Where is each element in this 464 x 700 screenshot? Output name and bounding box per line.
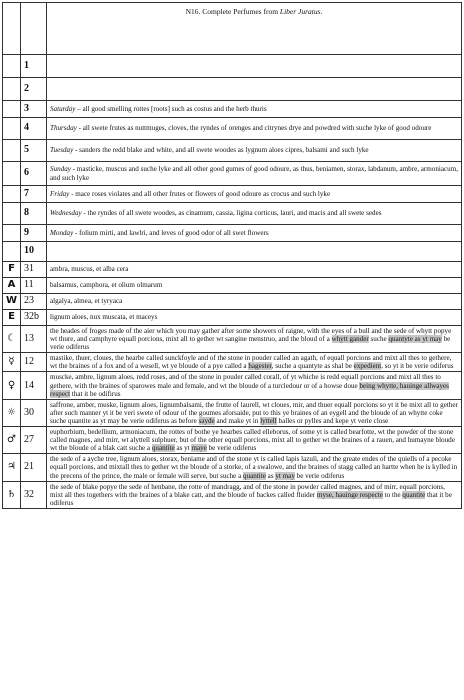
row-number: 9 [21,225,47,242]
empty-cell [3,225,21,242]
planet-symbol-icon: ♀ [3,372,21,399]
planet-row [3,399,462,426]
row-text [47,427,462,454]
row-number: 21 [21,454,47,481]
highlighted-text: quantyte as yt may [388,335,442,344]
row-text [47,454,462,481]
row-text [47,225,462,242]
planet-row [3,278,462,294]
recipe-text: that it be odiferus [50,490,452,507]
highlighted-text: expedient [353,362,382,371]
row-number: 5 [21,140,47,162]
highlighted-text: yt may [275,471,295,480]
row-number: 2 [21,78,47,101]
planet-row [3,372,462,399]
recipe-text: that it be odifirus [70,389,121,398]
row-text [47,242,462,262]
recipe-text: muscke, ambre, lignum aloes, redd roses, and of the stone in pouder called corall, of yt whiche is redd equall porcions and mixt all thes to gethere, with the braines of sparowes male and female, and wt the bloude of a turcledour or of a howse doue [50,373,441,390]
recipe-text: balsamus, camphora, et olium olmarum [50,281,163,290]
weekday-label: Wednesday [50,209,82,218]
row-text [47,262,462,278]
day-row [3,225,462,242]
day-row [3,162,462,186]
planet-row [3,427,462,454]
row-number: 7 [21,186,47,203]
highlighted-text: hagester [248,362,272,371]
day-row [3,55,462,78]
planet-symbol-icon: ☾ [3,326,21,353]
row-text [47,294,462,310]
empty-cell [3,242,21,262]
recipe-text: be verie odiferus [50,335,451,352]
perfume-text: - folium mirti, and lawlri, and leves of good odor of all swet flowers [73,228,269,237]
planet-symbol-icon: E [3,310,21,326]
recipe-text: mastike, thuer, cloues, the hearbe called sunckfoyle and of the stone in pouder called an agath, of equall porcions and mixt all thes to gethere, wt the braines of a fox and of a wesell, wt ye bloude of a pye called a [50,354,452,371]
day-row [3,203,462,225]
row-text [47,372,462,399]
planet-symbol-icon: F [3,262,21,278]
row-text [47,278,462,294]
row-text [47,203,462,225]
row-number: 3 [21,101,47,118]
empty-cell [21,3,47,55]
recipe-text: ambra, muscus, et alba cera [50,265,129,274]
recipe-text: suche [368,335,389,344]
empty-cell [3,162,21,186]
planet-row [3,481,462,508]
recipe-text: saffrone, amber, muske, lignum aloes, lignumbalsami, the frutte of laurell, wt cloues, mir, and thuer equall porcions so yt it be mixt all to gether after such manner yt it be veri swete of odour of the goumes aforsaide, put to this ye braines of an eygell and the bloude of an whytte coke suche quantite as yt may be verie odiferus as before [50,400,458,425]
table-title [47,3,462,55]
day-row [3,101,462,118]
planet-symbol-icon: W [3,294,21,310]
planet-symbol-icon: A [3,278,21,294]
planet-row [3,454,462,481]
recipe-text: balles or pylles and kepe yt verie close [276,416,389,425]
highlighted-text: lyttell [260,416,277,425]
planet-row [3,294,462,310]
row-text [47,326,462,353]
empty-cell [3,78,21,101]
row-number: 8 [21,203,47,225]
row-text [47,140,462,162]
empty-cell [3,3,21,55]
perfume-text: - mace roses violates and all other frutes or flowers of good odoure as crocus and such lyke [69,189,331,198]
recipe-text: be verie odiferus [294,471,345,480]
recipe-text: the sede of blake popye the sede of henbane, the rotte of mandragg, and of the stone in powder called magnes, and of mirr, equall porcions, mixt all thes togethers with the braines of a blake catt, and the bloude of backes called fluider [50,482,445,499]
row-text [47,78,462,101]
weekday-label: Tuesday [50,146,74,155]
row-number: 12 [21,353,47,372]
row-number: 32 [21,481,47,508]
perfume-text: - masticke, muscus and suche lyke and all other good gumes of good odoure, as thus, beniamen, storax, labdanum, ambre, armoniacum, and such lyke [50,165,458,182]
row-number: 6 [21,162,47,186]
perfume-text: - all swete frutes as nuttmuges, cloves, the ryndes of orenges and citrynes drye and powdred with suche lyke of good odoure [76,124,432,133]
planet-symbol-icon: ☿ [3,353,21,372]
highlighted-text: quantite [151,444,175,453]
recipe-text: and make yt in [214,416,261,425]
empty-cell [3,118,21,140]
row-text [47,55,462,78]
recipe-text: algalya, almea, et tyryaca [50,297,123,306]
weekday-label: Thursday [50,124,77,133]
recipe-text: , suche a quantyte as shal be [271,362,354,371]
recipe-text: be verie odiferus [206,444,257,453]
planet-row [3,353,462,372]
title-suffix: . [320,7,323,16]
recipe-text: to the [382,490,403,499]
weekday-label: Friday [50,189,70,198]
title-book: Liber Juratus [279,7,321,16]
day-row [3,186,462,203]
highlighted-text: maye [191,444,207,453]
highlighted-text: quantite [243,471,266,480]
row-text [47,162,462,186]
day-row [3,140,462,162]
empty-cell [3,55,21,78]
row-text [47,481,462,508]
empty-cell [3,186,21,203]
row-number: 27 [21,427,47,454]
row-number: 14 [21,372,47,399]
row-number: 10 [21,242,47,262]
recipe-text: as [265,471,276,480]
highlighted-text: being whytte, hauinge allwayes [359,381,449,390]
planet-row [3,262,462,278]
highlighted-text: quantite [402,490,426,499]
recipe-text: the heades of froges made of the aier which you may gather after some showers of raigne, with the eyes of a bull and the sede of whytt popye wt thure, and camphyre equall porcions, mixt all to gether wt sangine menstruo, and the bloud of a [50,327,452,344]
row-number: 13 [21,326,47,353]
weekday-label: Sunday [50,165,71,174]
day-row [3,242,462,262]
weekday-label: Saturday [50,104,76,113]
row-number: 32b [21,310,47,326]
day-row [3,78,462,101]
planet-symbol-icon: ♃ [3,454,21,481]
perfume-text: - sanders the redd blake and white, and all swete woodes as lygnum aloes cipres, balsami and such lyke [73,146,369,155]
title-text: N16. Complete Perfumes from [185,7,280,16]
row-text [47,101,462,118]
row-text [47,310,462,326]
row-text [47,118,462,140]
empty-cell [3,101,21,118]
row-number: 31 [21,262,47,278]
planet-row [3,326,462,353]
planet-symbol-icon: ♂ [3,427,21,454]
row-text [47,353,462,372]
planet-symbol-icon: ☼ [3,399,21,426]
recipe-text: euphorbium, bedellium, armoniacum, the rottes of bothe ye hearbes called elleborus, of some yt is called bearfotte, wt the powder of the stone called magnes, and mirr, wt alyttell sulphuer, but of the other equall porcions, mixt all to gether wt the braines of a rauen, and humayne bloude wt the bloude of a blak catt suche a [50,428,455,453]
highlighted-text: myse, hauinge respecte [316,490,383,499]
row-number: 30 [21,399,47,426]
weekday-label: Monday [50,228,74,237]
perfume-text: - the ryndes of all swete woodes, as cinamum, cassia, ligina corticus, lauri, and macis and all swete sedes [81,209,382,218]
row-number: 11 [21,278,47,294]
recipe-text: as yt [174,444,192,453]
row-text [47,186,462,203]
perfume-text: – all good smelling rottes [roots] such as costus and the herb thuris [75,104,267,113]
perfume-table [2,2,462,509]
title-row [3,3,462,55]
highlighted-text: whytt gander [331,335,369,344]
row-number: 23 [21,294,47,310]
recipe-text: , so yt it be verie odiferus [381,362,454,371]
empty-cell [3,203,21,225]
planet-row [3,310,462,326]
empty-cell [3,140,21,162]
planet-symbol-icon: ♄ [3,481,21,508]
row-number: 4 [21,118,47,140]
recipe-text: the sede of a ayche tree, lignum aloes, storax, beniame and of the stone yt is called lapis lazuli, and the greate endes of the quiells of a pecoke equall porcions, and mixtall thes to gether wt the bloude of a storke, of a swalowe, and the braines of stagg called an hartte when he is kylled in the precens of the prince, the male or female will serve, but suche a [50,455,458,480]
day-row [3,118,462,140]
row-number: 1 [21,55,47,78]
highlighted-text: respect [50,389,71,398]
highlighted-text: sayde [198,416,215,425]
row-text [47,399,462,426]
recipe-text: lignum aloes, nux muscata, et maceys [50,313,158,322]
